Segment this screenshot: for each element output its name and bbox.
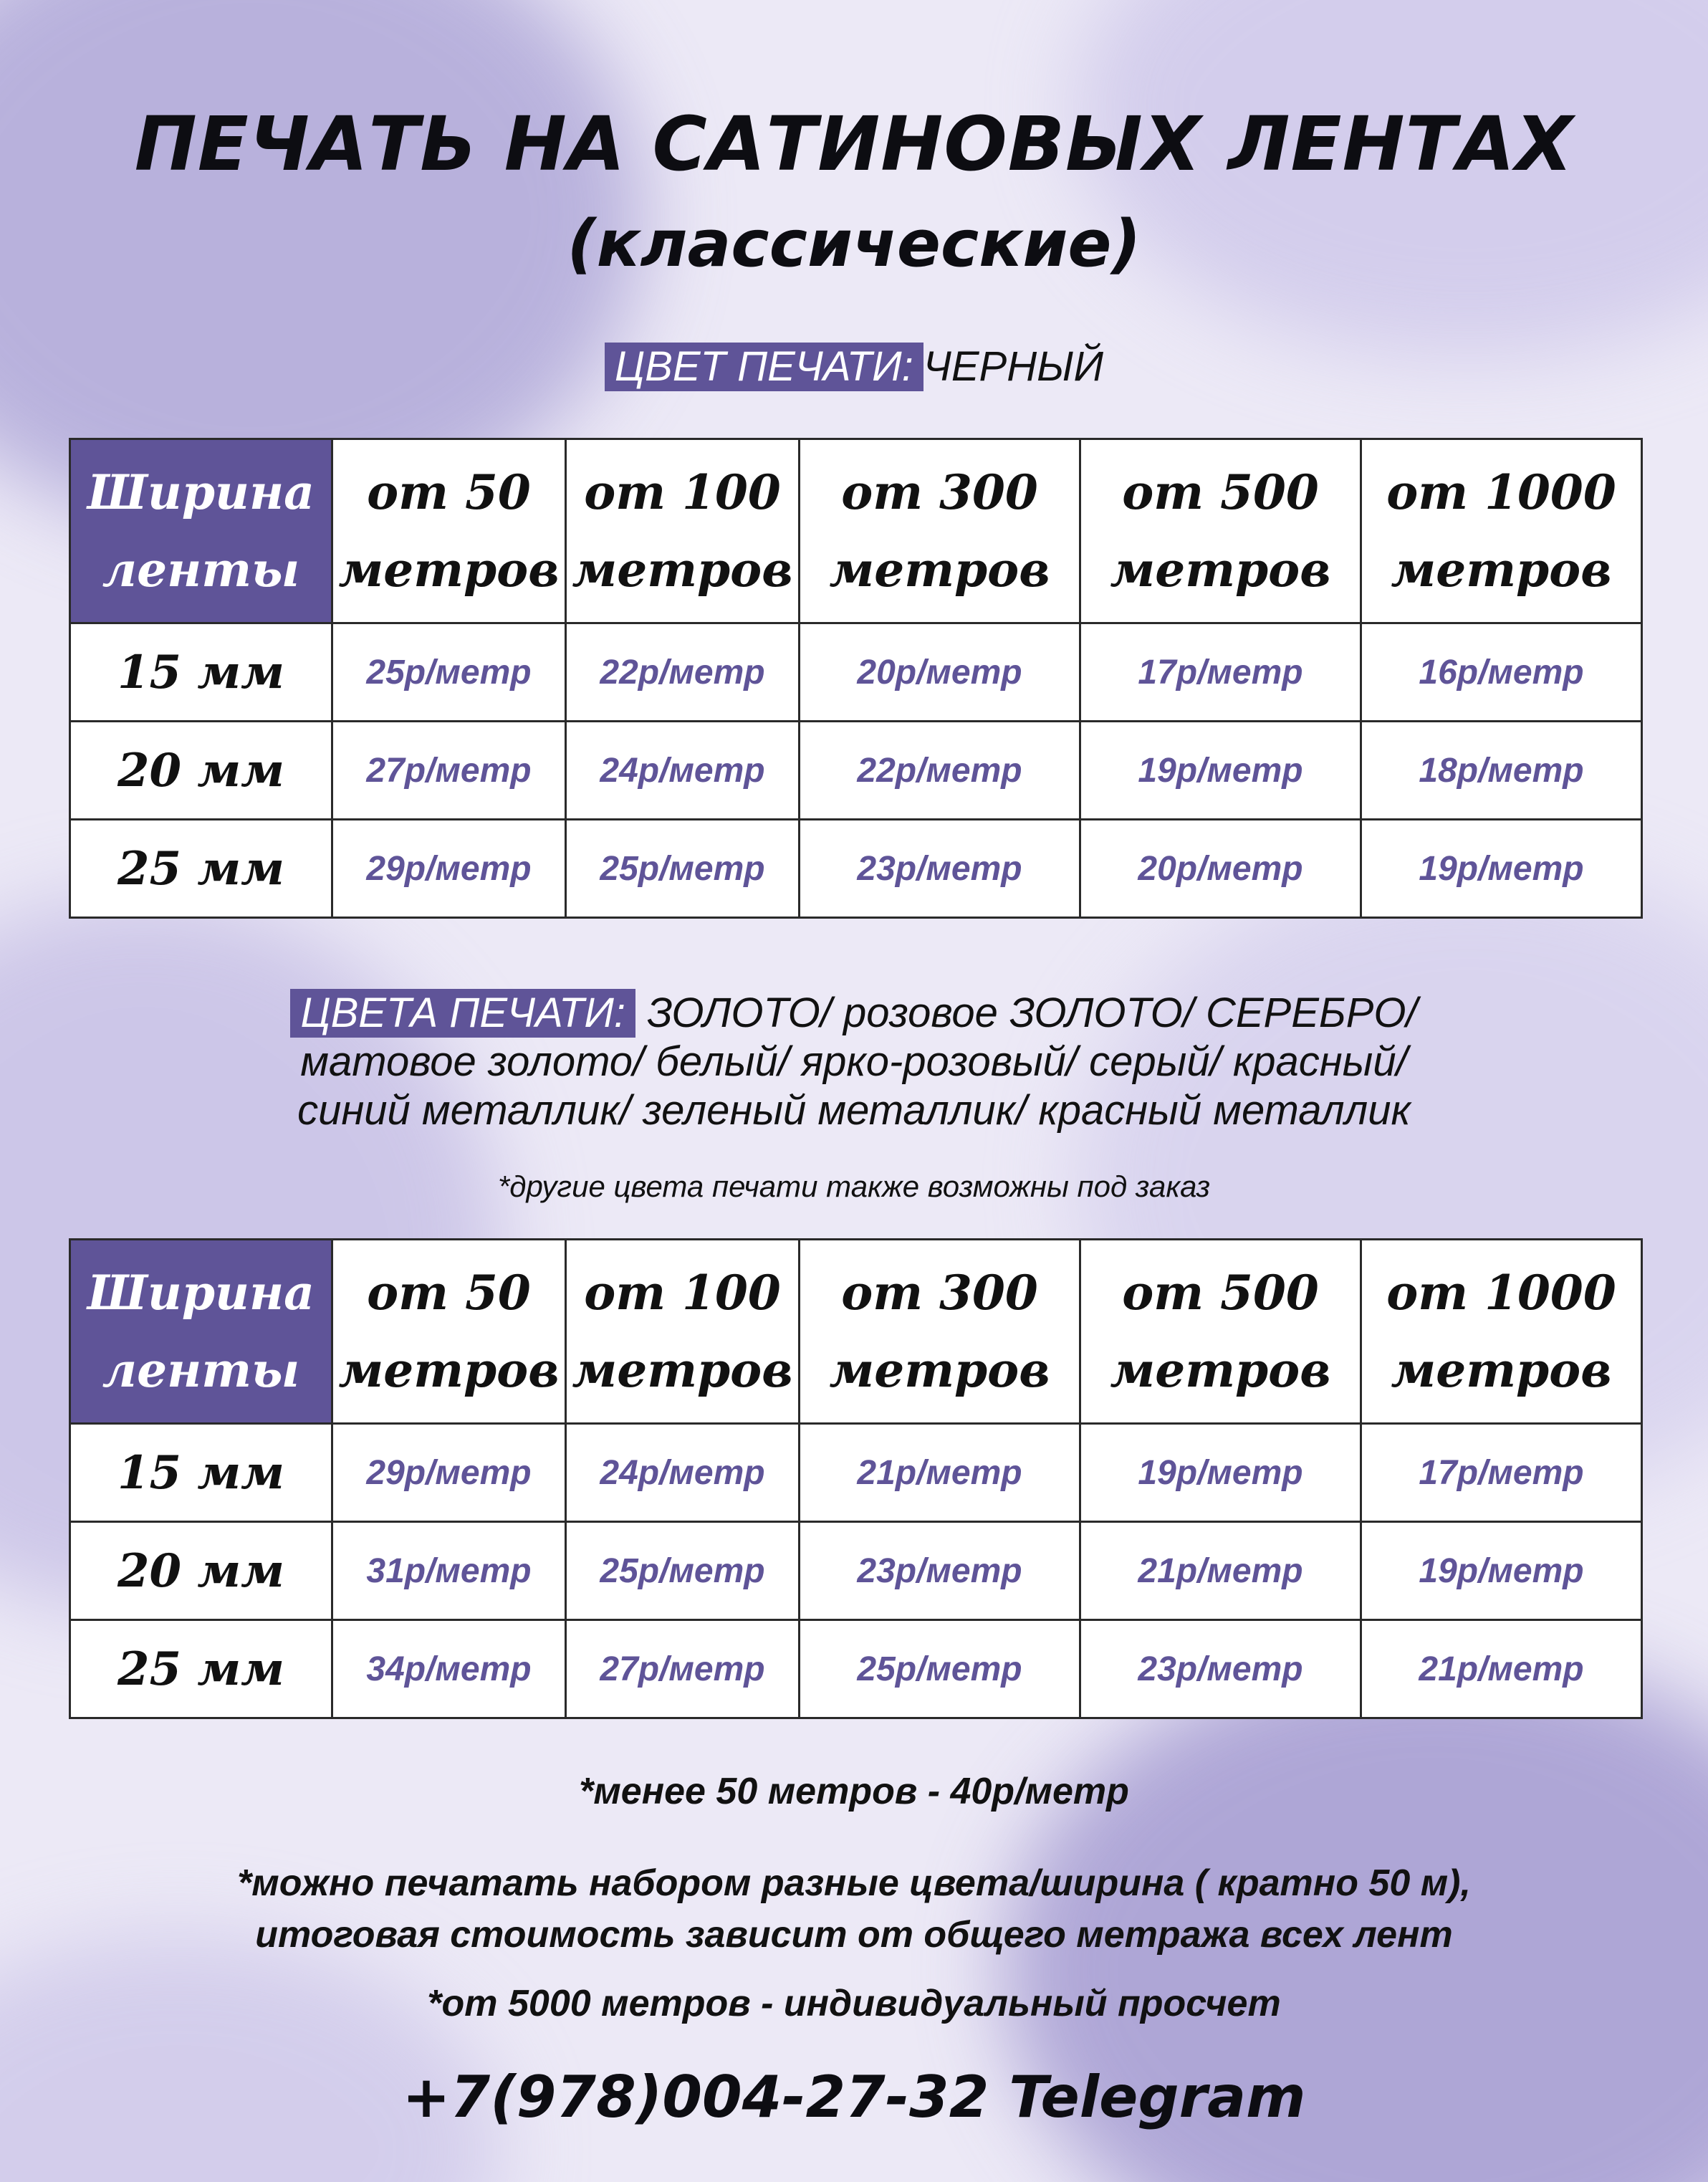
print-color-line-black (0, 343, 1708, 391)
price-cell: 20р/метр (1080, 820, 1361, 918)
price-cell: 25р/метр (332, 623, 566, 722)
price-cell: 19р/метр (1080, 1424, 1361, 1522)
price-cell: 29р/метр (332, 820, 566, 918)
contact-phone[interactable]: +7(978)004-27-32 Telegram (402, 2064, 1306, 2130)
column-header-1000: от 1000 метров (1361, 1240, 1642, 1424)
combo-note-line-1: *можно печатать набором разные цвета/ширина ( кратно 50 м), (237, 1862, 1471, 1904)
table-row (70, 1424, 1642, 1522)
print-colors-value: ЗОЛОТО/ розовое ЗОЛОТО/ СЕРЕБРО/ (647, 990, 1418, 1036)
table-row (70, 1522, 1642, 1620)
column-header-500: от 500 метров (1080, 439, 1361, 623)
price-cell: 27р/метр (332, 722, 566, 820)
table-header-row (70, 1240, 1642, 1424)
price-cell: 16р/метр (1361, 623, 1642, 722)
price-table-colors (69, 1238, 1643, 1719)
print-colors-line-2: матовое золото/ белый/ ярко-розовый/ серый/ красный/ (300, 1038, 1408, 1085)
price-cell: 22р/метр (800, 722, 1080, 820)
print-colors-line-3: синий металлик/ зеленый металлик/ красный металлик (297, 1087, 1411, 1134)
width-column-header: Ширина ленты (70, 439, 332, 623)
print-colors-tag: ЦВЕТА ПЕЧАТИ: (290, 989, 635, 1038)
row-width-label: 25 мм (70, 1620, 332, 1718)
price-cell: 24р/метр (566, 1424, 800, 1522)
price-cell: 21р/метр (1361, 1620, 1642, 1718)
price-cell: 22р/метр (566, 623, 800, 722)
table-row (70, 722, 1642, 820)
price-cell: 21р/метр (1080, 1522, 1361, 1620)
print-color-tag: ЦВЕТ ПЕЧАТИ: (605, 343, 923, 391)
price-cell: 18р/метр (1361, 722, 1642, 820)
page-subtitle: (классические) (567, 206, 1141, 282)
bulk-note: *от 5000 метров - индивидуальный просчет (427, 1983, 1281, 2024)
price-cell: 25р/метр (566, 1522, 800, 1620)
row-width-label: 15 мм (70, 1424, 332, 1522)
price-cell: 31р/метр (332, 1522, 566, 1620)
price-cell: 21р/метр (800, 1424, 1080, 1522)
price-cell: 17р/метр (1361, 1424, 1642, 1522)
table-row (70, 820, 1642, 918)
price-cell: 29р/метр (332, 1424, 566, 1522)
column-header-300: от 300 метров (800, 439, 1080, 623)
column-header-100: от 100 метров (566, 1240, 800, 1424)
price-cell: 24р/метр (566, 722, 800, 820)
other-colors-note: *другие цвета печати также возможны под заказ (497, 1169, 1211, 1203)
table-header-row (70, 439, 1642, 623)
price-cell: 27р/метр (566, 1620, 800, 1718)
column-header-300: от 300 метров (800, 1240, 1080, 1424)
width-column-header: Ширина ленты (70, 1240, 332, 1424)
row-width-label: 20 мм (70, 1522, 332, 1620)
price-cell: 23р/метр (1080, 1620, 1361, 1718)
price-table-black (69, 438, 1643, 919)
price-cell: 34р/метр (332, 1620, 566, 1718)
price-cell: 25р/метр (566, 820, 800, 918)
row-width-label: 25 мм (70, 820, 332, 918)
price-cell: 19р/метр (1361, 820, 1642, 918)
price-cell: 23р/метр (800, 1522, 1080, 1620)
price-cell: 17р/метр (1080, 623, 1361, 722)
print-colors-line-1 (0, 989, 1708, 1038)
price-cell: 20р/метр (800, 623, 1080, 722)
table-row (70, 623, 1642, 722)
column-header-100: от 100 метров (566, 439, 800, 623)
column-header-50: от 50 метров (332, 1240, 566, 1424)
column-header-50: от 50 метров (332, 439, 566, 623)
price-cell: 25р/метр (800, 1620, 1080, 1718)
column-header-500: от 500 метров (1080, 1240, 1361, 1424)
price-cell: 23р/метр (800, 820, 1080, 918)
print-color-value: ЧЕРНЫЙ (923, 343, 1103, 390)
under-50-note: *менее 50 метров - 40р/метр (579, 1771, 1129, 1812)
price-cell: 19р/метр (1361, 1522, 1642, 1620)
table-row (70, 1620, 1642, 1718)
row-width-label: 20 мм (70, 722, 332, 820)
page-title: ПЕЧАТЬ НА САТИНОВЫХ ЛЕНТАХ (134, 100, 1574, 188)
column-header-1000: от 1000 метров (1361, 439, 1642, 623)
combo-note-line-2: итоговая стоимость зависит от общего метража всех лент (255, 1914, 1453, 1956)
row-width-label: 15 мм (70, 623, 332, 722)
price-cell: 19р/метр (1080, 722, 1361, 820)
